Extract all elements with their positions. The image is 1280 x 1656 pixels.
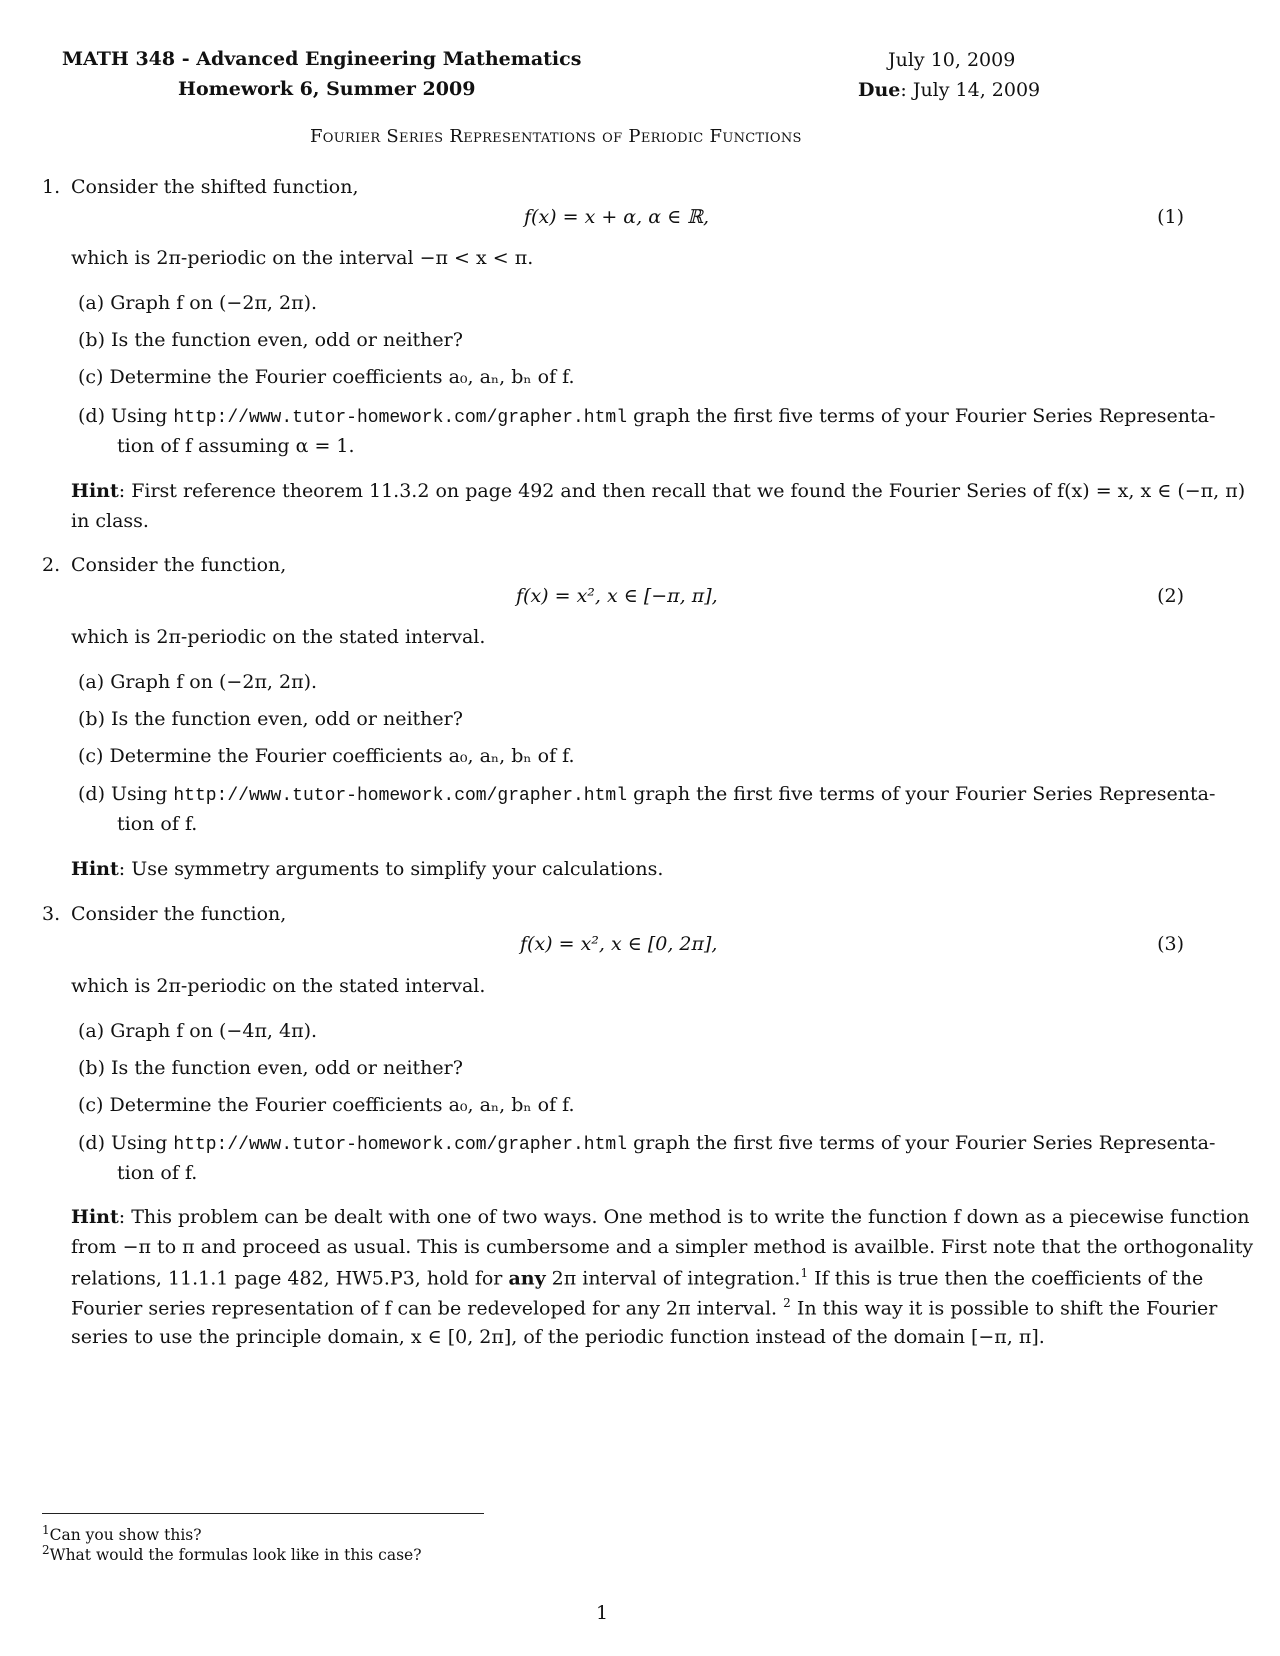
part-label: (d) <box>78 405 105 427</box>
part-text: Determine the Fourier coefficients a₀, aₙ, bₙ of f. <box>109 1094 575 1116</box>
hint-text: Fourier series representation of f can be redeveloped for any 2π interval. <box>71 1297 778 1320</box>
problem-2-number: 2. <box>42 554 61 576</box>
hint-text: 2π interval of integration. <box>551 1267 801 1290</box>
footnote-mark: 1 <box>42 1523 50 1537</box>
due-date-value: : July 14, 2009 <box>900 79 1041 101</box>
footnote-text: Can you show this? <box>49 1526 202 1545</box>
issue-date: July 10, 2009 <box>888 49 1016 71</box>
equation-2-number: (2) <box>1157 585 1184 607</box>
hint-text: relations, 11.1.1 page 482, HW5.P3, hold for <box>71 1267 503 1290</box>
problem-3-part-d <box>78 1132 1215 1155</box>
problem-1-part-c <box>78 366 575 388</box>
part-label: (a) <box>78 671 105 693</box>
part-text: Determine the Fourier coefficients a₀, aₙ, bₙ of f. <box>109 366 575 388</box>
part-pre: Using <box>111 1132 168 1154</box>
part-text: Is the function even, odd or neither? <box>111 708 463 730</box>
hint-text: : This problem can be dealt with one of two ways. One method is to write the function f down as a piecewise function <box>118 1206 1250 1228</box>
problem-3-periodic: which is 2π-periodic on the stated interval. <box>71 975 486 997</box>
problem-3-hint-line5: series to use the principle domain, x ∈ [0, 2π], of the periodic function instead of the domain [−π, π]. <box>71 1326 1045 1348</box>
hint-label: Hint <box>71 480 119 502</box>
problem-2-periodic: which is 2π-periodic on the stated interval. <box>71 626 486 648</box>
equation-3: f(x) = x², x ∈ [0, 2π], <box>520 933 718 955</box>
part-text: Graph f on (−2π, 2π). <box>110 671 318 693</box>
problem-3-part-c <box>78 1094 575 1116</box>
problem-2-intro: Consider the function, <box>71 554 287 576</box>
problem-3-part-a <box>78 1020 317 1042</box>
part-text: Graph f on (−4π, 4π). <box>110 1020 318 1042</box>
problem-1-part-b <box>78 329 463 351</box>
problem-2-part-c <box>78 745 575 767</box>
grapher-link[interactable]: http://www.tutor-homework.com/grapher.html <box>173 786 628 806</box>
footnote-2 <box>42 1543 422 1564</box>
problem-2-part-d-cont: tion of f. <box>117 813 198 835</box>
course-title: MATH 348 - Advanced Engineering Mathematics <box>62 48 582 70</box>
hint-label: Hint <box>71 858 119 880</box>
problem-3-hint-line4 <box>71 1296 1217 1319</box>
part-text: Determine the Fourier coefficients a₀, aₙ, bₙ of f. <box>109 745 575 767</box>
problem-3-hint-line2: from −π to π and proceed as usual. This is cumbersome and a simpler method is availble. First note that the orthogonality <box>71 1236 1254 1258</box>
due-date <box>858 79 1040 101</box>
part-pre: Using <box>111 405 168 427</box>
problem-3-number: 3. <box>42 903 61 925</box>
part-post: graph the first five terms of your Fourier Series Representa- <box>633 405 1216 427</box>
hint-text: : Use symmetry arguments to simplify your calculations. <box>118 858 664 880</box>
problem-1-periodic: which is 2π-periodic on the interval −π < x < π. <box>71 247 534 269</box>
hint-text: : First reference theorem 11.3.2 on page 492 and then recall that we found the Fourier Series of f(x) = x, x ∈ (−π, π) <box>118 480 1246 502</box>
equation-1-number: (1) <box>1157 206 1184 228</box>
part-text: Is the function even, odd or neither? <box>111 1057 463 1079</box>
part-pre: Using <box>111 783 168 805</box>
problem-3-intro: Consider the function, <box>71 903 287 925</box>
footnote-ref-2[interactable]: 2 <box>783 1296 791 1310</box>
equation-1: f(x) = x + α, α ∈ ℝ, <box>524 206 709 228</box>
document-title: Fourier Series Representations of Periodic Functions <box>310 126 802 147</box>
grapher-link[interactable]: http://www.tutor-homework.com/grapher.html <box>173 408 628 428</box>
hint-emphasis: any <box>508 1267 546 1290</box>
grapher-link[interactable]: http://www.tutor-homework.com/grapher.html <box>173 1135 628 1155</box>
part-label: (b) <box>78 329 105 351</box>
problem-1-part-a <box>78 292 317 314</box>
equation-2: f(x) = x², x ∈ [−π, π], <box>516 585 718 607</box>
part-post: graph the first five terms of your Fourier Series Representa- <box>633 783 1216 805</box>
part-label: (b) <box>78 708 105 730</box>
problem-3-part-b <box>78 1057 463 1079</box>
homework-title: Homework 6, Summer 2009 <box>178 78 476 100</box>
problem-2-hint <box>71 858 663 880</box>
part-label: (b) <box>78 1057 105 1079</box>
equation-3-number: (3) <box>1157 933 1184 955</box>
part-label: (a) <box>78 292 105 314</box>
problem-2-part-d <box>78 783 1215 806</box>
part-label: (c) <box>78 745 104 767</box>
part-label: (d) <box>78 1132 105 1154</box>
part-label: (c) <box>78 366 104 388</box>
due-label: Due <box>858 79 901 101</box>
hint-text: In this way it is possible to shift the Fourier <box>796 1297 1218 1320</box>
problem-1-part-d-cont: tion of f assuming α = 1. <box>117 435 355 457</box>
problem-1-hint-cont: in class. <box>71 510 149 532</box>
part-label: (a) <box>78 1020 105 1042</box>
part-text: Is the function even, odd or neither? <box>111 329 463 351</box>
part-post: graph the first five terms of your Fourier Series Representa- <box>633 1132 1216 1154</box>
footnote-rule <box>42 1513 484 1514</box>
problem-3-hint-line3 <box>71 1266 1203 1289</box>
problem-3-part-d-cont: tion of f. <box>117 1162 198 1184</box>
problem-2-part-a <box>78 671 317 693</box>
footnote-text: What would the formulas look like in this case? <box>49 1546 422 1565</box>
footnote-ref-1[interactable]: 1 <box>800 1266 809 1280</box>
problem-3-hint <box>71 1206 1250 1228</box>
problem-1-number: 1. <box>42 176 61 198</box>
page-number: 1 <box>596 1602 609 1624</box>
problem-2-part-b <box>78 708 463 730</box>
part-label: (c) <box>78 1094 104 1116</box>
footnote-1 <box>42 1523 202 1544</box>
hint-text: If this is true then the coefficients of the <box>814 1267 1204 1290</box>
part-label: (d) <box>78 783 105 805</box>
problem-1-part-d <box>78 405 1215 428</box>
footnote-mark: 2 <box>42 1543 50 1557</box>
part-text: Graph f on (−2π, 2π). <box>110 292 318 314</box>
problem-1-intro: Consider the shifted function, <box>71 176 359 198</box>
hint-label: Hint <box>71 1206 119 1228</box>
problem-1-hint <box>71 480 1245 502</box>
